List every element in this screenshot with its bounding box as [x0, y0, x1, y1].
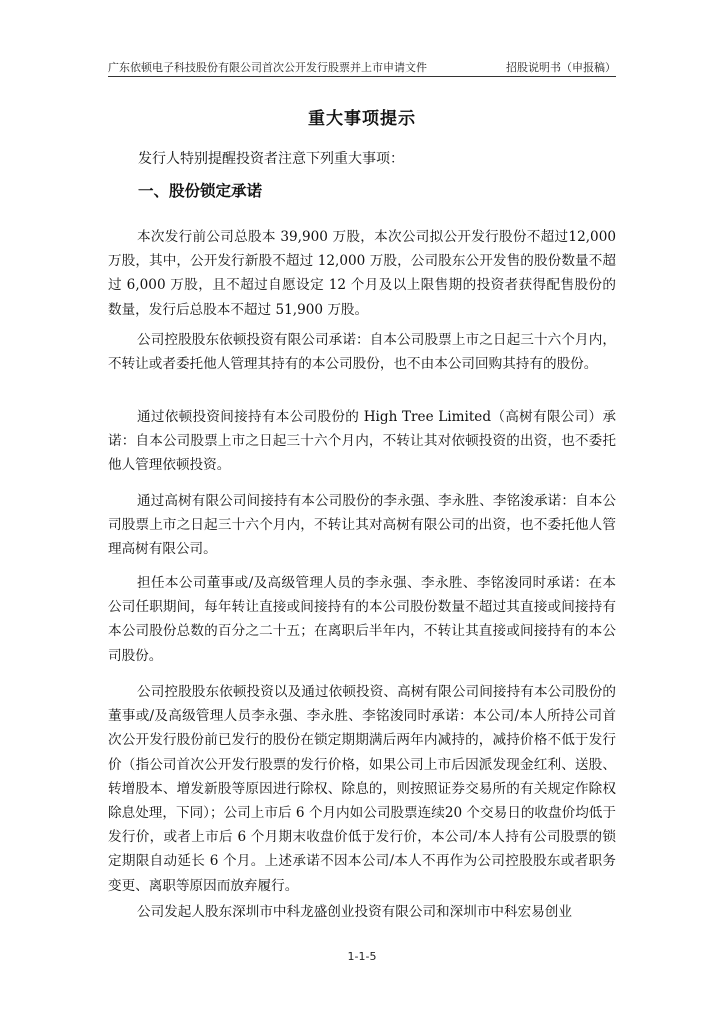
paragraph-directors: 担任本公司董事或/及高级管理人员的李永强、李永胜、李铭浚同时承诺：在本公司任职期间，每年转让直接或间接持有的本公司股份数量不超过其直接或间接持有本公司股份总数的百分之二十五；在离职后半年内，不转让其直接或间接持有的本公司股份。 [108, 575, 616, 664]
page-header [108, 56, 616, 77]
header-document-name: 广东依顿电子科技股份有限公司首次公开发行股票并上市申请文件 [108, 61, 427, 74]
paragraph-promoter-shareholders: 公司发起人股东深圳市中科龙盛创业投资有限公司和深圳市中科宏易创业 [137, 904, 572, 920]
paragraph-controlling-shareholder: 公司控股股东依顿投资有限公司承诺：自本公司股票上市之日起三十六个月内，不转让或者委托他人管理其持有的本公司股份，也不由本公司回购其持有的股份。 [108, 332, 616, 373]
page-number: 1-1-5 [347, 950, 377, 963]
section-heading: 一、股份锁定承诺 [138, 182, 263, 200]
paragraph-reduction-commitment: 公司控股股东依顿投资以及通过依顿投资、高树有限公司间接持有本公司股份的董事或/及高级管理人员李永强、李永胜、李铭浚同时承诺：本公司/本人所持公司首次公开发行股份前已发行的股份在锁定期期满后两年内减持的，减持价格不低于发行价（指公司首次公开发行股票的发行价格，如果公司上市后因派发现金红利、送股、转增股本、增发新股等原因进行除权、除息的，则按照证券交易所的有关规定作除权除息处理，下同）；公司上市后 6 个月内如公司股票连续20 个交易日的收盘价均低于发行价，或者上市后 6 个月期末收盘价低于发行价，本公司/本人持有公司股票的锁定期限自动延长 6 个月。上述承诺不因本公司/本人不再作为公司控股股东或者职务变更、离职等原因而放弃履行。 [108, 684, 616, 894]
header-document-type: 招股说明书（申报稿） [506, 61, 616, 74]
paragraph-high-tree: 通过依顿投资间接持有本公司股份的 High Tree Limited（高树有限公司）承诺：自本公司股票上市之日起三十六个月内，不转让其对依顿投资的出资，也不委托他人管理依顿投资。 [108, 409, 616, 474]
intro-text: 发行人特别提醒投资者注意下列重大事项： [138, 151, 404, 167]
page-title: 重大事项提示 [308, 109, 416, 129]
paragraph-indirect-holders: 通过高树有限公司间接持有本公司股份的李永强、李永胜、李铭浚承诺：自本公司股票上市之日起三十六个月内，不转让其对高树有限公司的出资，也不委托他人管理高树有限公司。 [108, 493, 616, 558]
paragraph-share-capital: 本次发行前公司总股本 39,900 万股，本次公司拟公开发行股份不超过12,000 万股，其中，公开发行新股不超过 12,000 万股，公司股东公开发售的股份数量不超过 6,000 万股，且不超过自愿设定 12 个月及以上限售期的投资者获得配售股份的数量，发行后总股本不超过 51,900 万股。 [108, 229, 616, 318]
